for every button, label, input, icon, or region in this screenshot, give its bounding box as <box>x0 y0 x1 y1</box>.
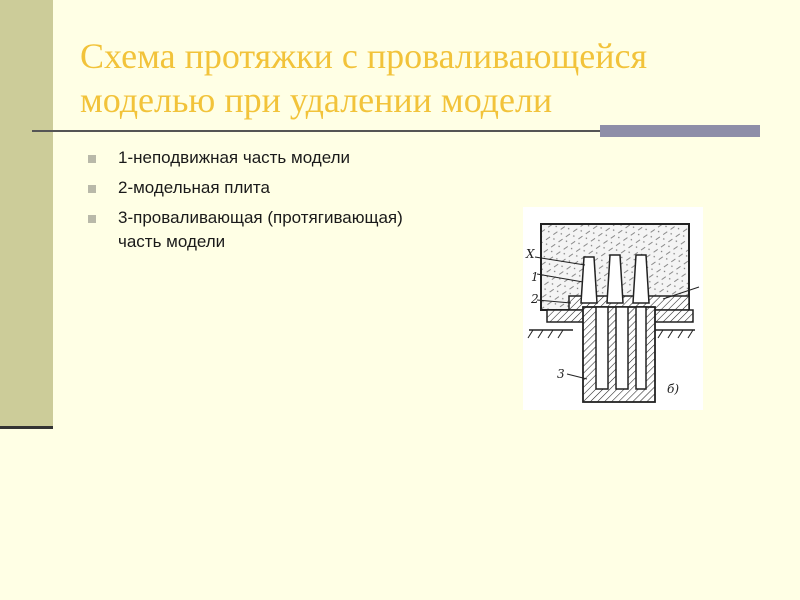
bullet-square-icon <box>88 185 96 193</box>
label-2: 2 <box>531 292 539 306</box>
fixed-pattern-rib <box>581 257 597 303</box>
bullet-text: 3-проваливающая (протягивающая) часть модели <box>118 208 403 251</box>
left-band-rule <box>0 426 53 429</box>
label-3: 3 <box>557 367 565 381</box>
molding-diagram-svg <box>523 207 703 410</box>
slide-title: Схема протяжки с проваливающейся моделью при удалении модели <box>80 36 648 120</box>
bullet-text: 1-неподвижная часть модели <box>118 148 351 167</box>
fixed-pattern-rib <box>607 255 623 303</box>
bullet-square-icon <box>88 155 96 163</box>
bullet-item <box>88 176 408 200</box>
label-variant: б) <box>667 382 680 396</box>
bullet-item <box>88 146 408 170</box>
left-accent-band <box>0 0 53 428</box>
label-1: 1 <box>531 270 539 284</box>
bullet-list <box>88 146 408 260</box>
bullet-text: 2-модельная плита <box>118 178 270 197</box>
bullet-item <box>88 206 408 254</box>
label-x: Х <box>526 247 535 261</box>
title-divider-accent <box>600 125 760 137</box>
fixed-pattern-rib <box>633 255 649 303</box>
molding-diagram <box>523 207 703 410</box>
bullet-square-icon <box>88 215 96 223</box>
